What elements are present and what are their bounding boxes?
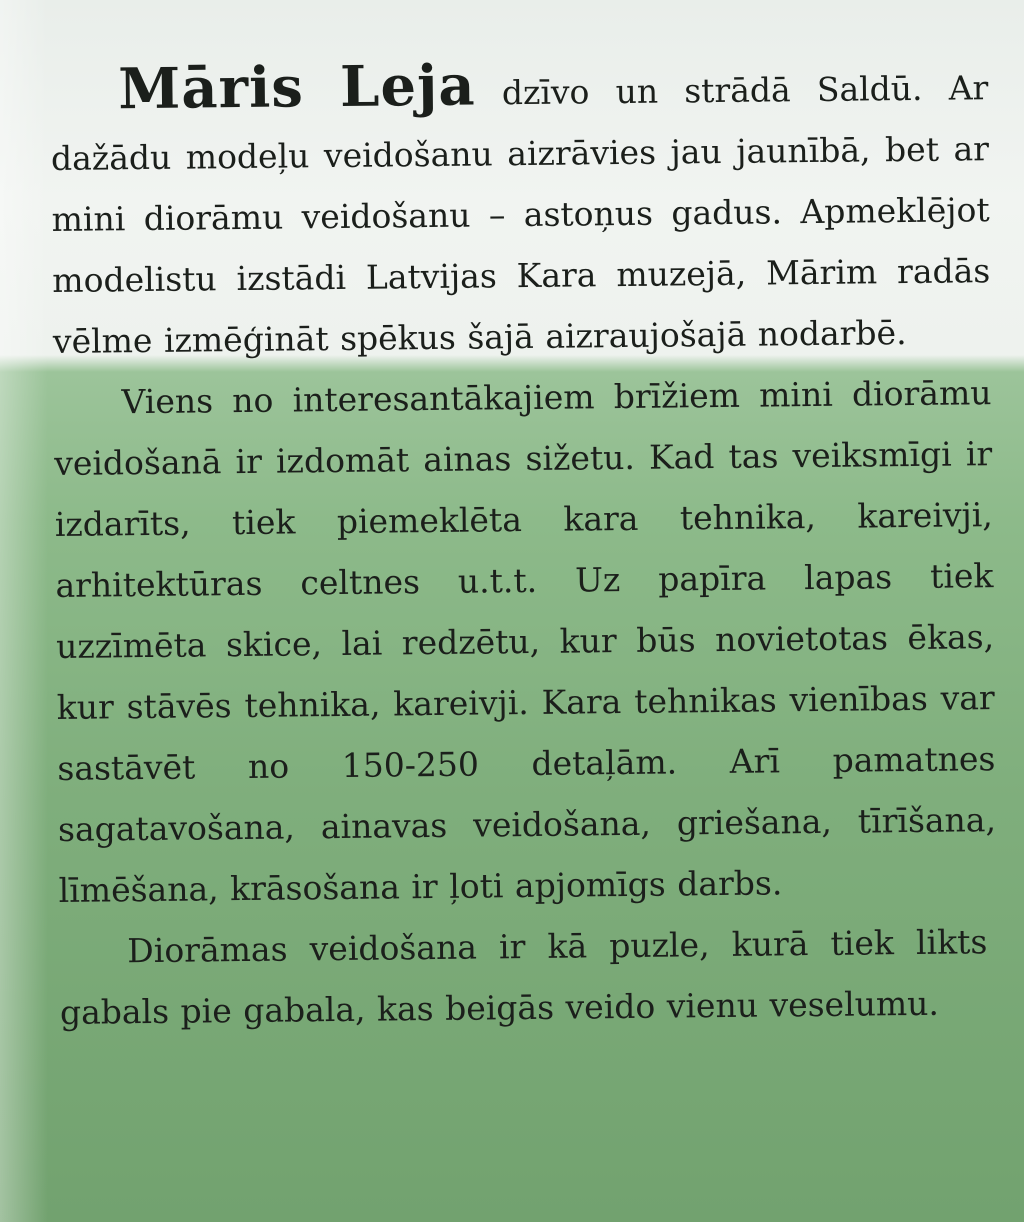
paragraph-intro-text: dzīvo un strādā Saldū. Ar dažādu modeļu veidošanu aizrāvies jau jaunībā, bet ar mini diorāmu veidošanu – astoņus gadus. Apmeklējot modelistu izstādi Latvijas Kara muzejā, Mārim radās vēlme izmēģināt spēkus šajā aizraujošajā nodarbē. bbox=[50, 68, 991, 361]
author-name: Māris Leja bbox=[117, 52, 476, 123]
article-text bbox=[50, 52, 998, 1043]
paragraph-process: Viens no interesantākajiem brīžiem mini diorāmu veidošanā ir izdomāt ainas sižetu. Kad tas veiksmīgi ir izdarīts, tiek piemeklēta kara tehnika, kareivji, arhitektūras celtnes u.t.t. Uz papīra lapas tiek uzzīmēta skice, lai redzētu, kur būs novietotas ēkas, kur stāvēs tehnika, kareivji. Kara tehnikas vienības var sastāvēt no 150-250 detaļām. Arī pamatnes sagatavošana, ainavas veidošana, griešana, tīrīšana, līmēšana, krāsošana ir ļoti apjomīgs darbs. bbox=[54, 373, 997, 910]
paragraph-conclusion: Diorāmas veidošana ir kā puzle, kurā tiek likts gabals pie gabala, kas beigās veido vienu veselumu. bbox=[59, 922, 988, 1032]
paragraph-intro bbox=[50, 52, 991, 372]
